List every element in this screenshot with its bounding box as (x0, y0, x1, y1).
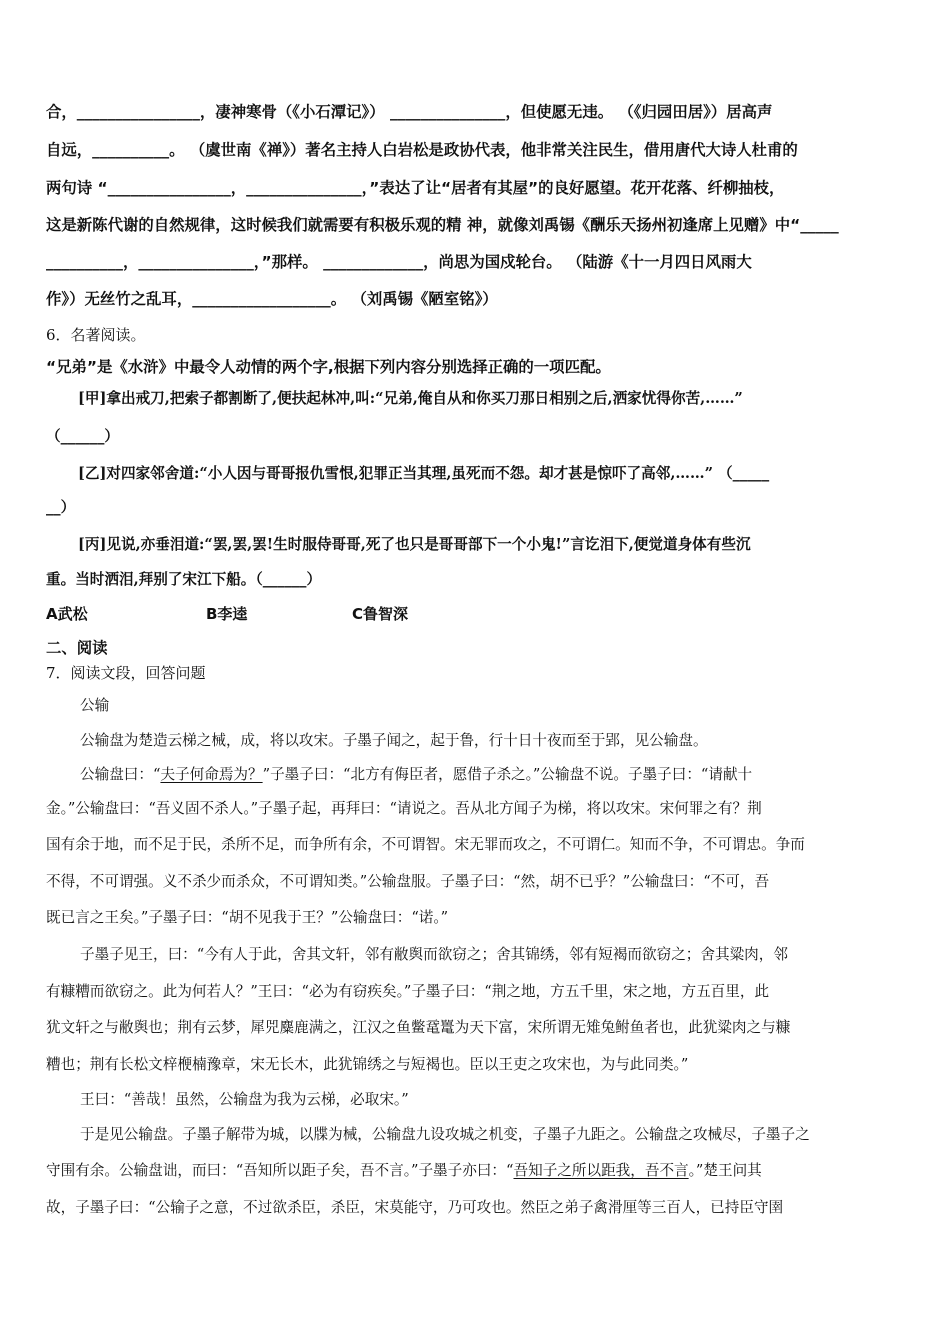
passage-paragraph-5-line-3: 故，子墨子曰：“公输子之意，不过欲杀臣，杀臣，宋莫能守，乃可攻也。然臣之弟子禽滑厘等三百人，已持臣守圉 (46, 1199, 784, 1216)
part-2-heading: 二、阅读 (46, 639, 108, 657)
passage-paragraph-2-line-5: 既已言之王矣。”子墨子曰：“胡不见我于王？”公输盘曰：“诺。” (46, 909, 449, 926)
question-6-intro: “兄弟”是《水浒》中最令人动情的两个字,根据下列内容分别选择正确的一项匹配。 (46, 358, 611, 376)
text-segment: ”子墨子曰：“北方有侮臣者，愿借子杀之。”公输盘不说。子墨子曰：“请献十 (262, 766, 753, 783)
question-6-title: 6．名著阅读。 (46, 326, 146, 344)
text-segment: 。”楚王问其 (688, 1162, 762, 1179)
passage-paragraph-3-line-3: 犹文轩之与敝舆也；荆有云梦，犀兕麋鹿满之，江汉之鱼鳖鼋鼍为天下富，宋所谓无雉兔鲋鱼者也，此犹粱肉之与糠 (46, 1019, 791, 1036)
option-c: C鲁智深 (352, 605, 409, 623)
fill-blank-line-4: 这是新陈代谢的自然规律，这时候我们就需要有积极乐观的精 神，就像刘禹锡《酬乐天扬州初逢席上见赠》中“_____ (46, 216, 839, 234)
text-segment: 守围有余。公输盘诎，而曰：“吾知所以距子矣，吾不言。”子墨子亦曰：“ (46, 1162, 514, 1179)
passage-paragraph-2-line-2: 金。”公输盘曰：“吾义固不杀人。”子墨子起，再拜曰：“请说之。吾从北方闻子为梯，将以攻宋。宋何罪之有？荆 (46, 800, 762, 817)
fill-blank-line-5: __________，_______________，”那样。 _____________，尚思为国戍轮台。 （陆游《十一月四日风雨大 (46, 253, 752, 271)
passage-title: 公输 (80, 697, 110, 714)
passage-paragraph-1: 公输盘为楚造云梯之械，成，将以攻宋。子墨子闻之，起于鲁，行十日十夜而至于郢，见公输盘。 (80, 732, 708, 749)
excerpt-yi: [乙]对四家邻舍道:“小人因与哥哥报仇雪恨,犯罪正当其理,虽死而不怨。却才甚是惊吓了高邻,……” （_____ (78, 465, 770, 482)
fill-blank-line-3: 两句诗 “________________，_______________，”表达了让“居者有其屋”的良好愿望。花开花落、纤柳抽枝， (46, 179, 785, 197)
passage-paragraph-5-line-2 (46, 1161, 762, 1181)
option-b: B李逵 (206, 605, 248, 623)
fill-blank-line-6: 作》）无丝竹之乱耳，__________________。 （刘禹锡《陋室铭》） (46, 290, 498, 308)
passage-paragraph-2-line-3: 国有余于地，而不足于民，杀所不足，而争所有余，不可谓智。宋无罪而攻之，不可谓仁。知而不争，不可谓忠。争而 (46, 836, 805, 853)
fill-blank-line-2: 自远，__________。 （虞世南《禅》）著名主持人白岩松是政协代表，他非常关注民生，借用唐代大诗人杜甫的 (46, 141, 798, 159)
excerpt-bing-answer: 重。当时洒泪,拜别了宋江下船。（______） (46, 571, 322, 588)
passage-paragraph-4: 王曰：“善哉！虽然，公输盘为我为云梯，必取宋。” (80, 1091, 409, 1108)
excerpt-jia: [甲]拿出戒刀,把索子都割断了,便扶起林冲,叫:“兄弟,俺自从和你买刀那日相别之后,洒家忧得你苦,……” (78, 390, 743, 407)
question-7-title: 7．阅读文段，回答问题 (46, 664, 206, 682)
passage-paragraph-3-line-1: 子墨子见王，曰：“今有人于此，舍其文轩，邻有敝舆而欲窃之；舍其锦绣，邻有短褐而欲窃之；舍其粱肉，邻 (80, 946, 788, 963)
passage-paragraph-2-line-4: 不得，不可谓强。义不杀少而杀众，不可谓知类。”公输盘服。子墨子曰：“然，胡不已乎？”公输盘曰：“不可，吾 (46, 873, 770, 890)
excerpt-yi-answer: __） (46, 499, 76, 516)
underlined-sentence-1: 夫子何命焉为？ (160, 766, 263, 783)
passage-paragraph-3-line-2: 有糠糟而欲窃之。此为何若人？”王曰：“必为有窃疾矣。”子墨子曰：“荆之地，方五千里，宋之地，方五百里，此 (46, 983, 770, 1000)
excerpt-jia-answer: （______） (46, 428, 119, 445)
text-segment: 公输盘曰：“ (80, 766, 161, 783)
fill-blank-line-1: 合，________________，凄神寒骨（《小石潭记》） _______________，但使愿无违。 （《归园田居》）居高声 (46, 103, 773, 121)
excerpt-bing: [丙]见说,亦垂泪道:“罢,罢,罢!生时服侍哥哥,死了也只是哥哥部下一个小鬼!”言讫泪下,便觉道身体有些沉 (78, 536, 751, 553)
underlined-sentence-2: 吾知子之所以距我，吾不言 (513, 1162, 689, 1179)
passage-paragraph-2-line-1 (80, 765, 752, 785)
passage-paragraph-3-line-4: 糟也；荆有长松文梓楩楠豫章，宋无长木，此犹锦绣之与短褐也。臣以王吏之攻宋也，为与此同类。” (46, 1056, 689, 1073)
passage-paragraph-5-line-1: 于是见公输盘。子墨子解带为城，以牒为械，公输盘九设攻城之机变，子墨子九距之。公输盘之攻械尽，子墨子之 (80, 1126, 810, 1143)
option-a: A武松 (46, 605, 88, 623)
